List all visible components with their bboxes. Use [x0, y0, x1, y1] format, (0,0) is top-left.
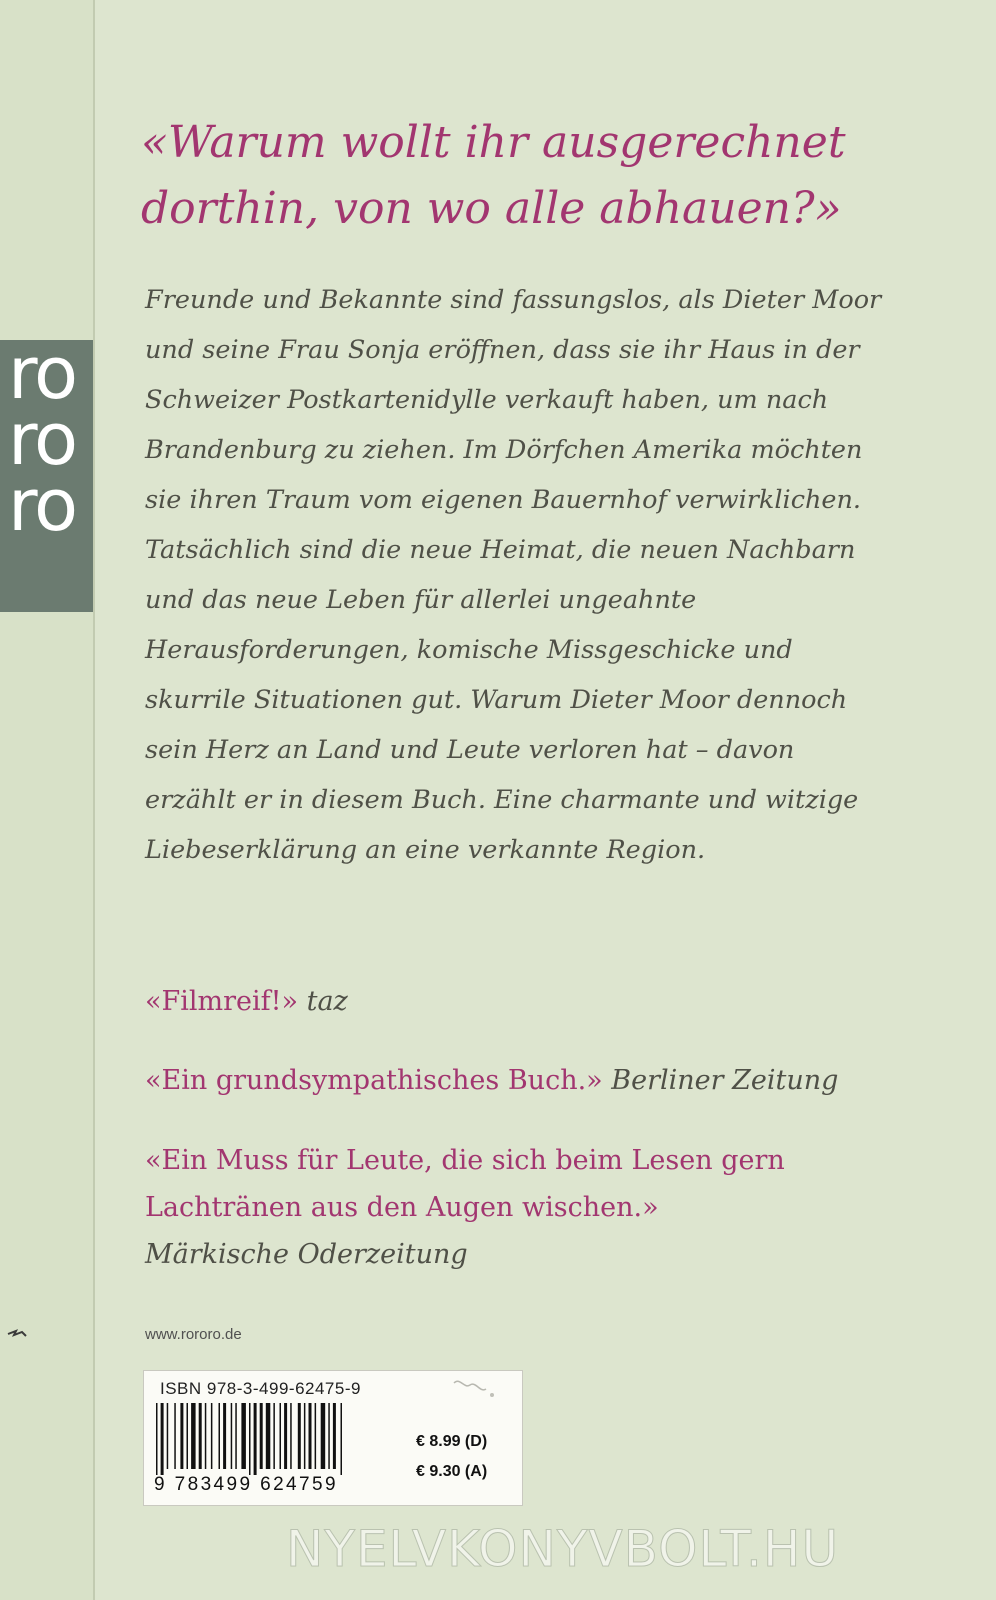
book-spine	[0, 0, 95, 1600]
price-germany: € 8.99 (D)	[416, 1433, 488, 1450]
barcode-bar	[328, 1403, 330, 1469]
barcode-bar	[249, 1403, 251, 1475]
barcode-bar	[156, 1403, 158, 1475]
review-source: Märkische Oderzeitung	[145, 1239, 468, 1270]
barcode-bar	[219, 1403, 221, 1469]
review-quote	[145, 1137, 905, 1278]
barcode-bar	[191, 1403, 196, 1469]
barcode-bar	[298, 1403, 301, 1469]
barcode-image	[154, 1403, 404, 1475]
logo-line: ro	[8, 340, 77, 415]
barcode-bar	[284, 1403, 287, 1469]
publisher-logo-block	[0, 340, 93, 612]
logo-line: ro	[8, 463, 77, 547]
barcode-bar	[315, 1403, 317, 1469]
barcode-bar	[167, 1403, 169, 1469]
barcode-bar	[273, 1403, 275, 1469]
barcode-bar	[180, 1403, 183, 1469]
barcode-bar	[211, 1403, 213, 1469]
logo-line: ro	[8, 397, 77, 481]
review-source: taz	[306, 986, 348, 1017]
barcode-bar	[333, 1403, 336, 1469]
barcode-bar	[235, 1403, 237, 1469]
barcode-bar	[223, 1403, 226, 1469]
review-text: «Filmreif!»	[145, 986, 299, 1017]
barcode-digits: 9 783499 624759	[154, 1474, 338, 1495]
price-austria: € 9.30 (A)	[416, 1463, 488, 1480]
book-blurb: Freunde und Bekannte sind fassungslos, als Dieter Moor und seine Frau Sonja eröffnen, dass sie ihr Haus in der Schweizer Postkartenidylle verkauft haben, um nach Brandenburg zu ziehen. Im Dörfchen Amerika möchten sie ihren Traum vom eigenen Bauernhof verwirklichen. Tatsächlich sind die neue Heimat, die neuen Nachbarn und das neue Leben für allerlei ungeahnte Herausforderungen, komische Missgeschicke und skurrile Situationen gut. Warum Dieter Moor dennoch sein Herz an Land und Leute verloren hat – davon erzählt er in diesem Buch. Eine charmante und witzige Liebeserklärung an eine verkannte Region.	[145, 285, 882, 865]
barcode-bar	[309, 1403, 312, 1469]
barcode-bar	[161, 1403, 164, 1475]
barcode-bar	[205, 1403, 207, 1469]
publisher-website: www.rororo.de	[145, 1326, 242, 1343]
headline-quote: «Warum wollt ihr ausgerechnet dorthin, von wo alle abhauen?»	[141, 117, 846, 234]
barcode-bar	[187, 1403, 189, 1469]
barcode-bar	[241, 1403, 246, 1469]
review-source: Berliner Zeitung	[611, 1065, 839, 1096]
barcode-bar	[199, 1403, 202, 1469]
barcode-bar	[266, 1403, 271, 1469]
barcode-bar	[290, 1403, 292, 1469]
isbn-number: ISBN 978-3-499-62475-9	[160, 1379, 361, 1398]
watermark: NYELVKONYVBOLT.HU	[286, 1520, 840, 1578]
review-text: «Ein grundsympathisches Buch.»	[145, 1065, 603, 1096]
barcode-bar	[341, 1403, 343, 1475]
barcode-bar	[254, 1403, 257, 1475]
barcode-bar	[304, 1403, 306, 1469]
rororo-logo	[8, 340, 93, 547]
barcode-bar	[231, 1403, 233, 1469]
pen-scribble-icon	[450, 1375, 510, 1405]
barcode-bar	[260, 1403, 263, 1469]
review-quote	[145, 978, 905, 1025]
barcode-bar	[321, 1403, 326, 1469]
barcode-bar	[280, 1403, 282, 1469]
spine-mark-icon	[6, 1325, 30, 1339]
barcode-bar	[174, 1403, 176, 1469]
review-text: «Ein Muss für Leute, die sich beim Lesen gern Lachtränen aus den Augen wischen.»	[145, 1145, 785, 1223]
review-quote	[145, 1057, 905, 1104]
